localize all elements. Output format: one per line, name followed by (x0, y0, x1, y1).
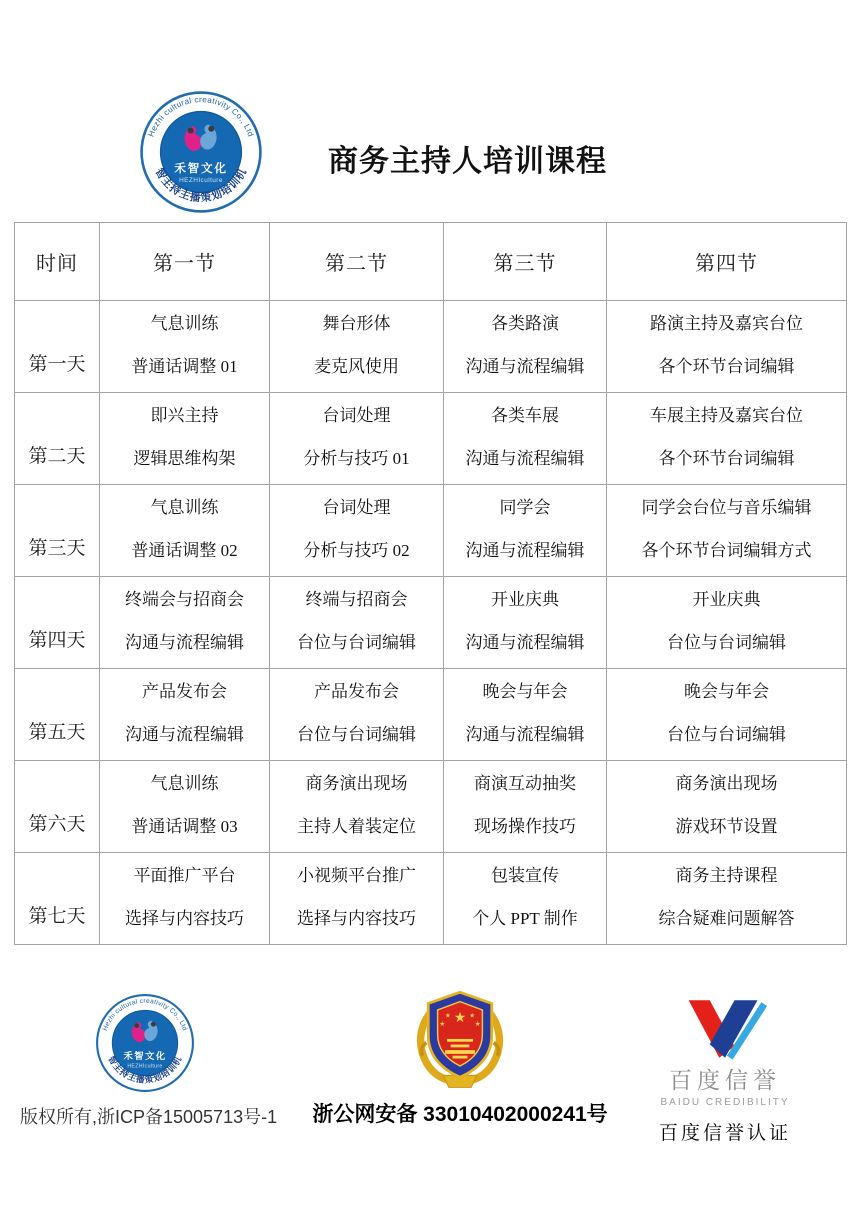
course-text-line: 气息训练 (150, 774, 219, 793)
day-label: 第一天 (28, 354, 86, 375)
course-text-line: 现场操作技巧 (474, 817, 576, 836)
course-text-line: 选择与内容技巧 (297, 909, 416, 928)
table-header-row (15, 223, 847, 301)
course-text-line: 沟通与流程编辑 (465, 725, 585, 744)
baidu-credibility-cn: 百度信誉 (669, 1067, 781, 1093)
day-label-cell (15, 301, 100, 393)
course-text-line: 台位与台词编辑 (667, 633, 786, 652)
day-label-cell (15, 393, 100, 485)
course-cell (270, 393, 444, 485)
course-text-line: 台词处理 (322, 406, 391, 425)
course-cell (270, 761, 444, 853)
course-cell (444, 301, 607, 393)
course-text-line: 平面推广平台 (133, 866, 236, 885)
course-text-line: 沟通与流程编辑 (125, 725, 244, 744)
course-text-line: 台位与台词编辑 (297, 725, 416, 744)
column-header: 第二节 (270, 223, 444, 301)
course-cell (444, 761, 607, 853)
course-text-line: 包装宣传 (491, 866, 559, 885)
course-cell (607, 761, 847, 853)
course-text-line: 沟通与流程编辑 (465, 357, 585, 376)
table-row (15, 393, 847, 485)
course-text-line: 分析与技巧 02 (303, 541, 410, 560)
column-header: 第三节 (444, 223, 607, 301)
course-text-line: 气息训练 (150, 314, 219, 333)
course-text-line: 即兴主持 (150, 406, 219, 425)
course-cell (607, 669, 847, 761)
course-text-line: 选择与内容技巧 (125, 909, 244, 928)
course-text-line: 同学会台位与音乐编辑 (641, 498, 812, 517)
course-text-line: 台位与台词编辑 (667, 725, 786, 744)
course-text-line: 小视频平台推广 (297, 866, 416, 885)
course-cell (270, 853, 444, 945)
table-row (15, 853, 847, 945)
course-text-line: 商务主持课程 (675, 866, 778, 885)
course-cell (607, 485, 847, 577)
course-text-line: 各类车展 (491, 406, 559, 425)
course-text-line: 各个环节台词编辑 (658, 357, 795, 376)
course-text-line: 商务演出现场 (675, 774, 778, 793)
day-label-cell (15, 577, 100, 669)
day-label: 第七天 (28, 906, 86, 927)
course-cell (444, 485, 607, 577)
course-text-line: 开业庆典 (491, 590, 559, 609)
course-text-line: 产品发布会 (142, 682, 227, 701)
course-cell (607, 577, 847, 669)
course-text-line: 同学会 (499, 498, 551, 517)
course-cell (607, 393, 847, 485)
table-row (15, 761, 847, 853)
course-text-line: 各个环节台词编辑方式 (641, 541, 812, 560)
course-cell (444, 669, 607, 761)
course-cell (100, 669, 270, 761)
baidu-credibility-en: BAIDU CREDIBILITY (660, 1097, 790, 1108)
course-text-line: 终端与招商会 (305, 590, 408, 609)
day-label-cell (15, 853, 100, 945)
course-text-line: 各个环节台词编辑 (658, 449, 795, 468)
course-cell (270, 485, 444, 577)
course-cell (100, 485, 270, 577)
baidu-credibility-block (635, 998, 815, 1145)
course-text-line: 逻辑思维构架 (133, 449, 236, 468)
hezhi-culture-logo-footer (95, 993, 195, 1093)
course-cell (444, 393, 607, 485)
course-text-line: 普通话调整 01 (131, 357, 238, 376)
course-cell (100, 577, 270, 669)
baidu-credibility-v-icon (681, 998, 769, 1060)
table-row (15, 577, 847, 669)
course-text-line: 沟通与流程编辑 (465, 449, 585, 468)
hezhi-culture-logo (139, 90, 263, 214)
course-cell (100, 301, 270, 393)
course-schedule-table (14, 222, 847, 945)
table-row (15, 485, 847, 577)
course-text-line: 普通话调整 03 (131, 817, 238, 836)
column-header: 时间 (15, 223, 100, 301)
course-cell (100, 393, 270, 485)
day-label: 第五天 (28, 722, 86, 743)
course-text-line: 各类路演 (491, 314, 559, 333)
course-cell (270, 577, 444, 669)
course-text-line: 分析与技巧 01 (303, 449, 410, 468)
course-text-line: 车展主持及嘉宾台位 (650, 406, 803, 425)
course-text-line: 开业庆典 (692, 590, 761, 609)
day-label: 第二天 (28, 446, 86, 467)
day-label: 第四天 (28, 630, 86, 651)
course-cell (100, 761, 270, 853)
police-emblem-icon (404, 986, 516, 1090)
course-text-line: 台词处理 (322, 498, 391, 517)
course-text-line: 终端会与招商会 (125, 590, 244, 609)
day-label: 第六天 (28, 814, 86, 835)
course-text-line: 气息训练 (150, 498, 219, 517)
day-label-cell (15, 669, 100, 761)
icp-copyright-text: 版权所有,浙ICP备15005713号-1 (20, 1107, 278, 1127)
course-text-line: 沟通与流程编辑 (465, 541, 585, 560)
course-text-line: 普通话调整 02 (131, 541, 238, 560)
baidu-credibility-cert: 百度信誉认证 (658, 1123, 791, 1144)
course-cell (607, 853, 847, 945)
course-text-line: 沟通与流程编辑 (465, 633, 585, 652)
table-row (15, 669, 847, 761)
course-text-line: 主持人着装定位 (297, 817, 416, 836)
course-text-line: 沟通与流程编辑 (125, 633, 244, 652)
course-cell (270, 301, 444, 393)
course-text-line: 游戏环节设置 (675, 817, 778, 836)
table-row (15, 301, 847, 393)
page-title: 商务主持人培训课程 (328, 145, 607, 178)
course-text-line: 商演互动抽奖 (474, 774, 576, 793)
course-cell (444, 577, 607, 669)
day-label-cell (15, 485, 100, 577)
course-text-line: 商务演出现场 (305, 774, 408, 793)
course-cell (444, 853, 607, 945)
course-text-line: 路演主持及嘉宾台位 (650, 314, 803, 333)
course-text-line: 产品发布会 (314, 682, 399, 701)
day-label-cell (15, 761, 100, 853)
course-text-line: 台位与台词编辑 (297, 633, 416, 652)
column-header: 第四节 (607, 223, 847, 301)
course-text-line: 舞台形体 (322, 314, 391, 333)
column-header: 第一节 (100, 223, 270, 301)
course-text-line: 个人 PPT 制作 (472, 909, 578, 928)
course-text-line: 晚会与年会 (684, 682, 769, 701)
course-text-line: 综合疑难问题解答 (658, 909, 795, 928)
public-security-filing-text: 浙公网安备 33010402000241号 (312, 1103, 608, 1126)
course-cell (607, 301, 847, 393)
course-cell (270, 669, 444, 761)
course-text-line: 麦克风使用 (314, 357, 399, 376)
course-cell (100, 853, 270, 945)
course-text-line: 晚会与年会 (482, 682, 568, 701)
day-label: 第三天 (28, 538, 86, 559)
